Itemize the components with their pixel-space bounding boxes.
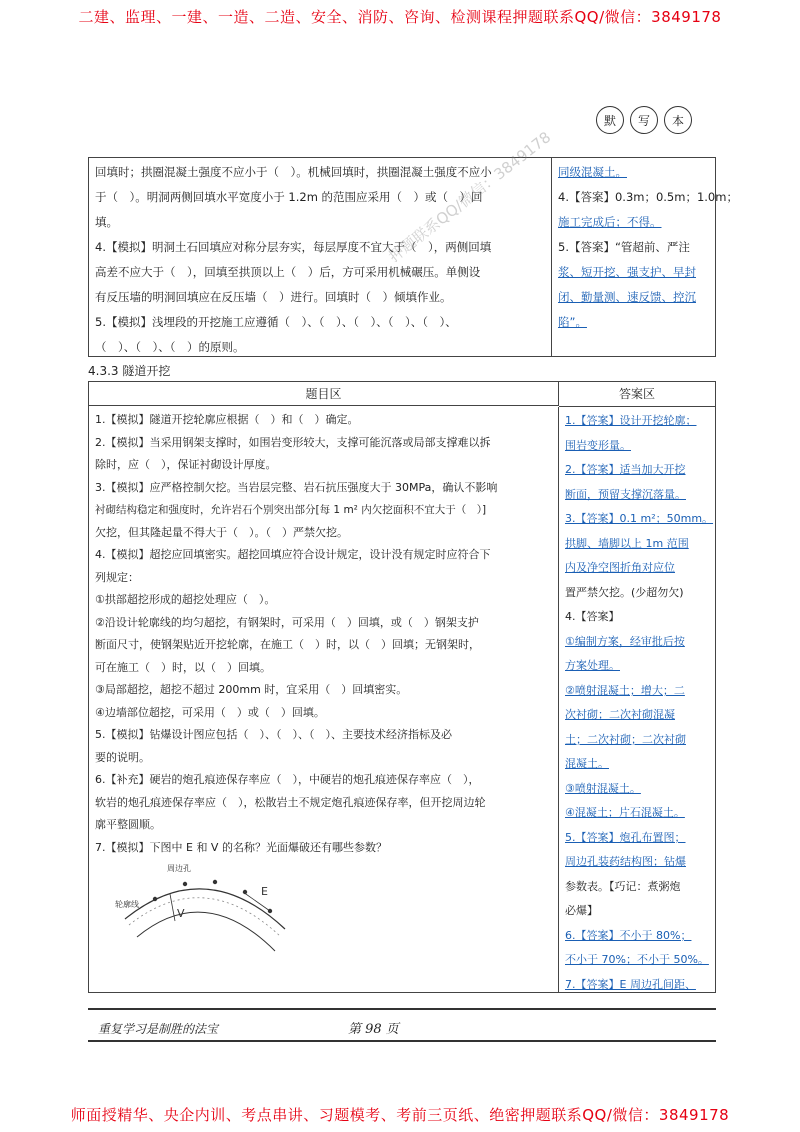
answer-line: 周边孔装药结构图；钻爆 — [565, 855, 686, 868]
header-question: 题目区 — [89, 382, 559, 406]
answer-line: 断面，预留支撑沉落量。 — [565, 487, 686, 501]
question-line: 可在施工（ ）时，以（ ）回填。 — [95, 660, 271, 674]
answer-line: 参数表。【巧记：煮粥炮 — [565, 879, 681, 893]
answer-line: ④混凝土；片石混凝土。 — [565, 806, 685, 819]
question-line: 5.【模拟】钻爆设计图应包括（ ）、（ ）、（ ）、主要技术经济指标及必 — [95, 728, 452, 741]
answer-line: 1.【答案】设计开挖轮廓； — [565, 414, 697, 427]
answer-line: 次衬砌；二次衬砌混凝 — [565, 708, 675, 721]
answer-line: 浆、短开挖、强支护、早封 — [558, 265, 696, 279]
question-line: ②沿设计轮廓线的均匀超挖，有钢架时，可采用（ ）回填，或（ ）钢架支护 — [95, 615, 479, 629]
answer-line: 不小于 70%；不小于 50%。 — [565, 953, 709, 966]
question-line: 6.【补充】硬岩的炮孔痕迹保存率应（ ），中硬岩的炮孔痕迹保存率应（ ）， — [95, 773, 480, 786]
question-line: 高差不应大于（ ），回填至拱顶以上（ ）后，方可采用机械碾压。单侧设 — [95, 265, 481, 279]
label-e: E — [261, 885, 268, 898]
question-line: 4.【模拟】明洞土石回填应对称分层夯实，每层厚度不宜大于（ ），两侧回填 — [95, 240, 492, 254]
answer-line: 4.【答案】0.3m；0.5m；1.0m； — [558, 190, 738, 204]
question-line: 欠挖，但其隆起量不得大于（ ）。（ ）严禁欠挖。 — [95, 525, 348, 539]
question-line: ①拱部超挖形成的超挖处理应（ ）。 — [95, 593, 276, 606]
answer-cell — [559, 407, 715, 992]
answer-line: ②喷射混凝土；增大；二 — [565, 683, 685, 697]
answer-line: 方案处理。 — [565, 659, 620, 672]
page-number: 第 98 页 — [348, 1022, 399, 1037]
question-line: 2.【模拟】当采用钢架支撑时，如围岩变形较大，支撑可能沉落或局部支撑难以拆 — [95, 435, 491, 449]
question-line: 7.【模拟】下图中 E 和 V 的名称？光面爆破还有哪些参数？ — [95, 840, 387, 854]
header-answer: 答案区 — [559, 382, 715, 407]
footer-motto: 重复学习是制胜的法宝 — [98, 1022, 219, 1036]
answer-line: 土；二次衬砌；二次衬砌 — [565, 732, 686, 746]
answer-line: 置严禁欠挖。(少超勿欠) — [565, 585, 684, 599]
table-tunnel-excavation — [88, 381, 716, 993]
question-line: 填。 — [95, 215, 118, 229]
question-line: 廓平整圆顺。 — [95, 818, 161, 831]
answer-line: ③喷射混凝土。 — [565, 781, 641, 795]
question-line: 有反压墙的明洞回填应在反压墙（ ）进行。回填时（ ）倾填作业。 — [95, 290, 452, 304]
perimeter-hole-marker — [153, 897, 157, 901]
question-line: 回填时；拱圈混凝土强度不应小于（ ）。机械回填时，拱圈混凝土强度不应小 — [95, 165, 492, 179]
question-line: 4.【模拟】超挖应回填密实。超挖回填应符合设计规定，设计没有规定时应符合下 — [95, 548, 491, 561]
question-line: 除时，应（ ），保证衬砌设计厚度。 — [95, 458, 277, 471]
stamp-mo: 默 — [596, 106, 624, 134]
answer-line: 4.【答案】 — [565, 610, 620, 623]
answer-line: 必爆】 — [565, 904, 598, 917]
answer-line: 2.【答案】适当加大开挖 — [565, 463, 686, 476]
question-line: 3.【模拟】应严格控制欠挖。当岩层完整、岩石抗压强度大于 30MPa，确认不影响 — [95, 480, 498, 494]
question-line: 衬砌结构稳定和强度时，允许岩石个别突出部分[每 1 m² 内欠挖面积不宜大于（ ）] — [95, 504, 487, 516]
answer-line: 陷”。 — [558, 315, 587, 329]
stamp-ben: 本 — [664, 106, 692, 134]
answer-line: 混凝土。 — [565, 757, 609, 770]
answer-line: ①编制方案，经审批后按 — [565, 634, 685, 648]
perimeter-hole-marker — [213, 880, 217, 884]
question-line: 1.【模拟】隧道开挖轮廓应根据（ ）和（ ）确定。 — [95, 413, 359, 426]
answer-line: 7.【答案】E 周边孔间距、 — [565, 977, 696, 991]
label-v: V — [177, 907, 185, 920]
answer-line: 5.【答案】炮孔布置图； — [565, 830, 686, 844]
label-perimeter-hole: 周边孔 — [167, 864, 191, 873]
lining-arc — [137, 912, 275, 951]
watermark: 押题联系QQ/微信：3849178 — [385, 128, 555, 266]
question-line: ③局部超挖，超挖不超过 200mm 时，宜采用（ ）回填密实。 — [95, 683, 408, 696]
answer-line: 闭、勤量测、速反馈、控沉 — [558, 290, 696, 304]
question-line: 要的说明。 — [95, 750, 150, 764]
answer-line: 3.【答案】0.1 m²；50mm。 — [565, 512, 714, 525]
question-line: 软岩的炮孔痕迹保存率应（ ），松散岩土不规定炮孔痕迹保存率，但开挖周边轮 — [95, 795, 486, 809]
question-line: ④边墙部位超挖，可采用（ ）或（ ）回填。 — [95, 705, 325, 719]
perimeter-hole-marker — [183, 882, 187, 886]
answer-line: 5.【答案】“管超前、严注 — [558, 240, 690, 254]
footer-rule — [88, 1008, 716, 1010]
answer-line: 6.【答案】不小于 80%； — [565, 928, 692, 942]
question-line: 5.【模拟】浅埋段的开挖施工应遵循（ ）、（ ）、（ ）、（ ）、（ ）、 — [95, 315, 457, 329]
hatch-arc — [129, 898, 281, 937]
question-line: 列规定： — [95, 570, 139, 584]
top-banner: 二建、监理、一建、一造、二造、安全、消防、咨询、检测课程押题联系QQ/微信：3849178 — [78, 8, 722, 26]
answer-line: 同级混凝土。 — [558, 165, 627, 179]
stamp-xie: 写 — [630, 106, 658, 134]
answer-cell — [552, 158, 738, 356]
question-line: 断面尺寸，使钢架贴近开挖轮廓，在施工（ ）时，以（ ）回填；无钢架时， — [95, 638, 480, 651]
question-cell — [89, 407, 559, 992]
question-line: 于（ ）。明洞两侧回填水平宽度小于 1.2m 的范围应采用（ ）或（ ）回 — [95, 190, 483, 204]
bottom-banner: 师面授精华、央企内训、考点串讲、习题模考、考前三页纸、绝密押题联系QQ/微信：3849178 — [70, 1106, 730, 1124]
blasting-diagram — [115, 859, 295, 964]
answer-line: 拱脚、墙脚以上 1m 范围 — [565, 536, 689, 550]
label-contour: 轮廓线 — [115, 900, 139, 909]
answer-line: 内及净空图折角对应位 — [565, 561, 675, 574]
footer-rule — [88, 1040, 716, 1042]
stamp-row — [596, 106, 692, 134]
question-line: （ ）、（ ）、（ ）的原则。 — [95, 340, 245, 354]
answer-line: 围岩变形量。 — [565, 438, 631, 452]
answer-line: 施工完成后；不得。 — [558, 215, 662, 229]
section-title: 4.3.3 隧道开挖 — [88, 364, 171, 378]
